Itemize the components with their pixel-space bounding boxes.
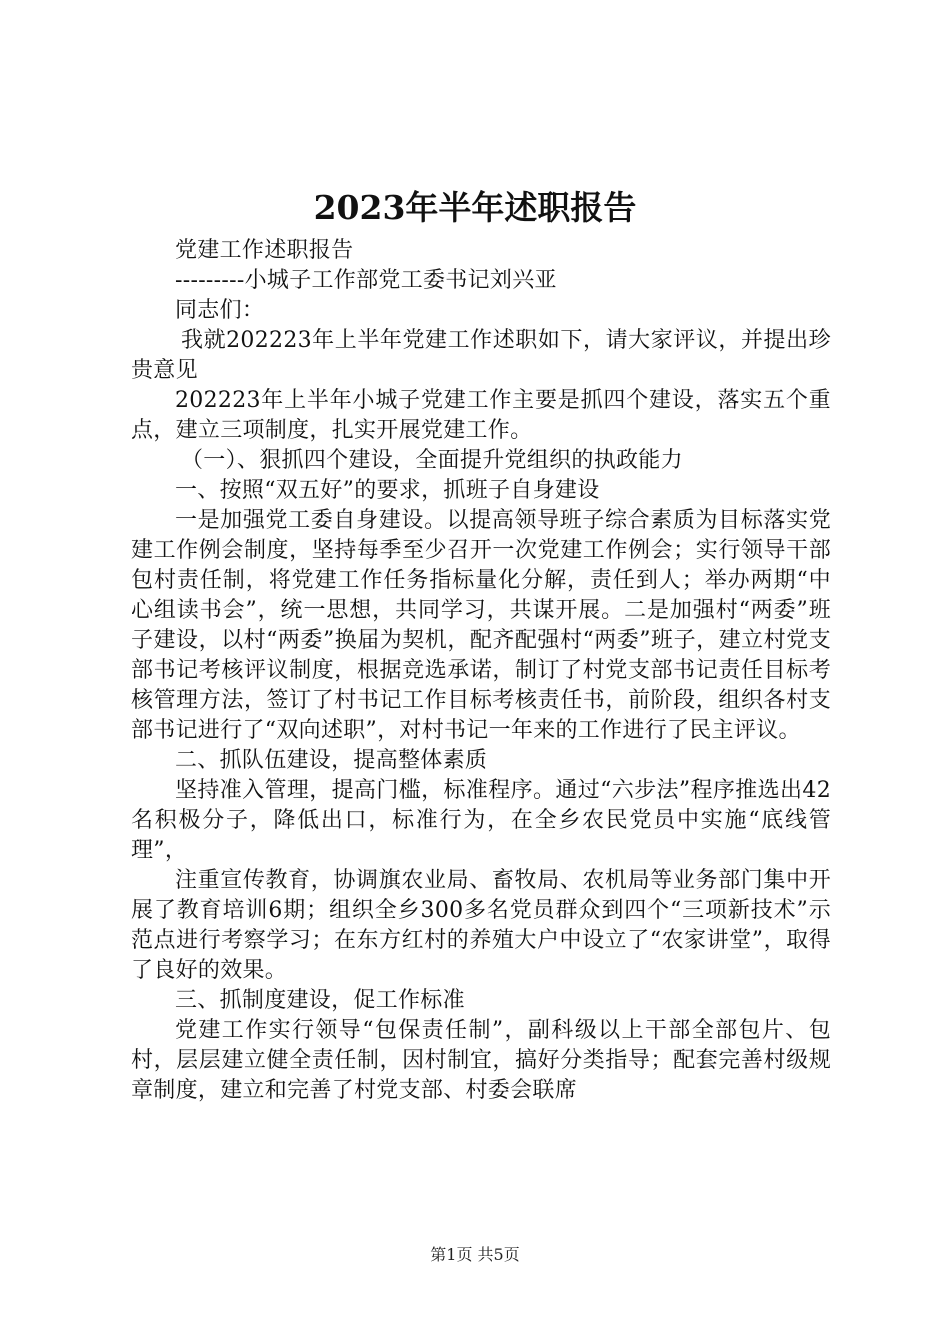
paragraph-salutation: 同志们：: [175, 298, 265, 323]
document-body: [131, 236, 831, 1106]
paragraph-summary: 202223年上半年小城子党建工作主要是抓四个建设，落实五个重点，建立三项制度，扎实开展党建工作。: [131, 388, 831, 443]
document-title: 2023年半年述职报告: [313, 188, 637, 227]
page-footer: 第1页 共5页: [430, 1245, 520, 1264]
subsection-heading-3: 三、抓制度建设，促工作标准: [175, 988, 465, 1013]
subsection-heading-2: 二、抓队伍建设，提高整体素质: [175, 748, 488, 773]
subsection-heading-1: 一、按照“双五好”的要求，抓班子自身建设: [175, 478, 600, 503]
paragraph-education: 注重宣传教育，协调旗农业局、畜牧局、农机局等业务部门集中开展了教育培训6期；组织全乡300多名党员群众到四个“三项新技术”示范点进行考察学习；在东方红村的养殖大户中设立了“农家讲堂”，取得了良好的效果。: [131, 868, 831, 983]
paragraph-team-building: 一是加强党工委自身建设。以提高领导班子综合素质为目标落实党建工作例会制度，坚持每季至少召开一次党建工作例会；实行领导干部包村责任制，将党建工作任务指标量化分解，责任到人；举办两期“中心组读书会”，统一思想，共同学习，共谋开展。二是加强村“两委”班子建设，以村“两委”换届为契机，配齐配强村“两委”班子，建立村党支部书记考核评议制度，根据竞选承诺，制订了村党支部书记责任目标考核管理方法，签订了村书记工作目标考核责任书，前阶段，组织各村支部书记进行了“双向述职”，对村书记一年来的工作进行了民主评议。: [131, 508, 831, 743]
section-heading-1: （一）、狠抓四个建设，全面提升党组织的执政能力: [181, 448, 683, 473]
paragraph-subtitle: 党建工作述职报告: [175, 238, 354, 263]
paragraph-admission: 坚持准入管理，提高门槛，标准程序。通过“六步法”程序推选出42名积极分子，降低出口，标准行为，在全乡农民党员中实施“底线管理”，: [131, 778, 831, 863]
paragraph-author: ---------小城子工作部党工委书记刘兴亚: [175, 268, 557, 293]
paragraph-responsibility: 党建工作实行领导“包保责任制”，副科级以上干部全部包片、包村，层层建立健全责任制，因村制宜，搞好分类指导；配套完善村级规章制度，建立和完善了村党支部、村委会联席: [131, 1018, 831, 1103]
paragraph-intro: 我就202223年上半年党建工作述职如下，请大家评议，并提出珍贵意见: [131, 328, 831, 383]
